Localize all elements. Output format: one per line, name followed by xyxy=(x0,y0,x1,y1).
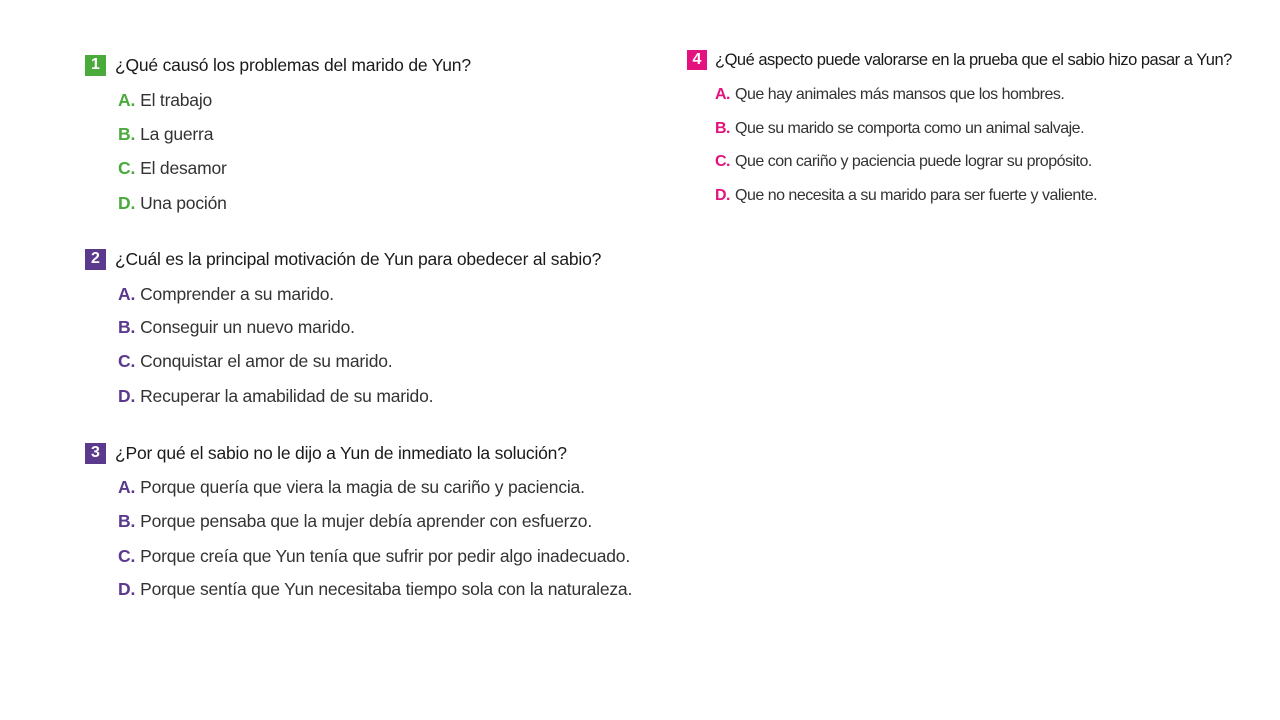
option-text: Porque creía que Yun tenía que sufrir por pedir algo inadecuado. xyxy=(140,546,630,566)
option-c[interactable] xyxy=(118,351,392,372)
option-text: Conquistar el amor de su marido. xyxy=(140,351,393,371)
question-header xyxy=(85,53,471,77)
option-c[interactable] xyxy=(715,153,1092,171)
question-header xyxy=(85,441,567,465)
option-text: La guerra xyxy=(140,124,214,144)
option-c[interactable] xyxy=(118,546,630,567)
option-a[interactable] xyxy=(118,90,212,111)
option-text: Que hay animales más mansos que los hombres. xyxy=(735,86,1065,103)
option-text: Una poción xyxy=(140,193,227,213)
option-letter: A. xyxy=(118,477,136,497)
option-text: Conseguir un nuevo marido. xyxy=(140,317,355,337)
option-letter: B. xyxy=(715,120,730,137)
question-number-badge: 1 xyxy=(85,55,106,76)
question-header xyxy=(687,48,1232,72)
option-letter: A. xyxy=(118,284,136,304)
option-text: El desamor xyxy=(140,158,227,178)
question-4 xyxy=(687,48,1232,204)
question-header xyxy=(85,247,601,271)
question-2 xyxy=(85,247,602,406)
option-d[interactable] xyxy=(118,579,632,600)
question-text: ¿Qué aspecto puede valorarse en la prueba que el sabio hizo pasar a Yun? xyxy=(715,50,1232,69)
option-letter: D. xyxy=(118,193,136,213)
option-text: Que no necesita a su marido para ser fuerte y valiente. xyxy=(735,187,1098,204)
option-letter: D. xyxy=(118,386,136,406)
option-a[interactable] xyxy=(118,284,334,305)
option-letter: D. xyxy=(715,187,730,204)
option-text: Porque quería que viera la magia de su cariño y paciencia. xyxy=(140,477,585,497)
option-a[interactable] xyxy=(118,477,585,498)
option-d[interactable] xyxy=(118,193,227,214)
question-3 xyxy=(85,441,633,599)
option-letter: B. xyxy=(118,124,136,144)
question-number-badge: 3 xyxy=(85,443,106,464)
question-text: ¿Cuál es la principal motivación de Yun para obedecer al sabio? xyxy=(115,248,602,269)
option-letter: B. xyxy=(118,511,136,531)
option-letter: C. xyxy=(118,158,136,178)
option-b[interactable] xyxy=(715,120,1084,138)
option-text: Porque sentía que Yun necesitaba tiempo sola con la naturaleza. xyxy=(140,579,633,599)
option-text: Recuperar la amabilidad de su marido. xyxy=(140,386,434,406)
option-text: Que su marido se comporta como un animal salvaje. xyxy=(735,120,1085,137)
option-letter: C. xyxy=(118,546,136,566)
option-text: Que con cariño y paciencia puede lograr su propósito. xyxy=(735,153,1092,170)
option-letter: C. xyxy=(118,351,136,371)
option-c[interactable] xyxy=(118,158,227,179)
option-text: Comprender a su marido. xyxy=(140,284,334,304)
option-d[interactable] xyxy=(715,187,1097,205)
option-letter: C. xyxy=(715,153,730,170)
option-b[interactable] xyxy=(118,317,355,338)
option-letter: B. xyxy=(118,317,136,337)
question-number-badge: 2 xyxy=(85,249,106,270)
option-letter: D. xyxy=(118,579,136,599)
option-d[interactable] xyxy=(118,386,433,407)
option-text: Porque pensaba que la mujer debía aprender con esfuerzo. xyxy=(140,511,593,531)
option-b[interactable] xyxy=(118,511,592,532)
option-a[interactable] xyxy=(715,86,1064,104)
option-b[interactable] xyxy=(118,124,213,145)
question-1 xyxy=(85,53,471,213)
option-letter: A. xyxy=(715,86,730,103)
option-text: El trabajo xyxy=(140,90,213,110)
question-text: ¿Qué causó los problemas del marido de Yun? xyxy=(115,54,471,75)
question-text: ¿Por qué el sabio no le dijo a Yun de inmediato la solución? xyxy=(115,442,567,463)
option-letter: A. xyxy=(118,90,136,110)
question-number-badge: 4 xyxy=(687,50,707,70)
